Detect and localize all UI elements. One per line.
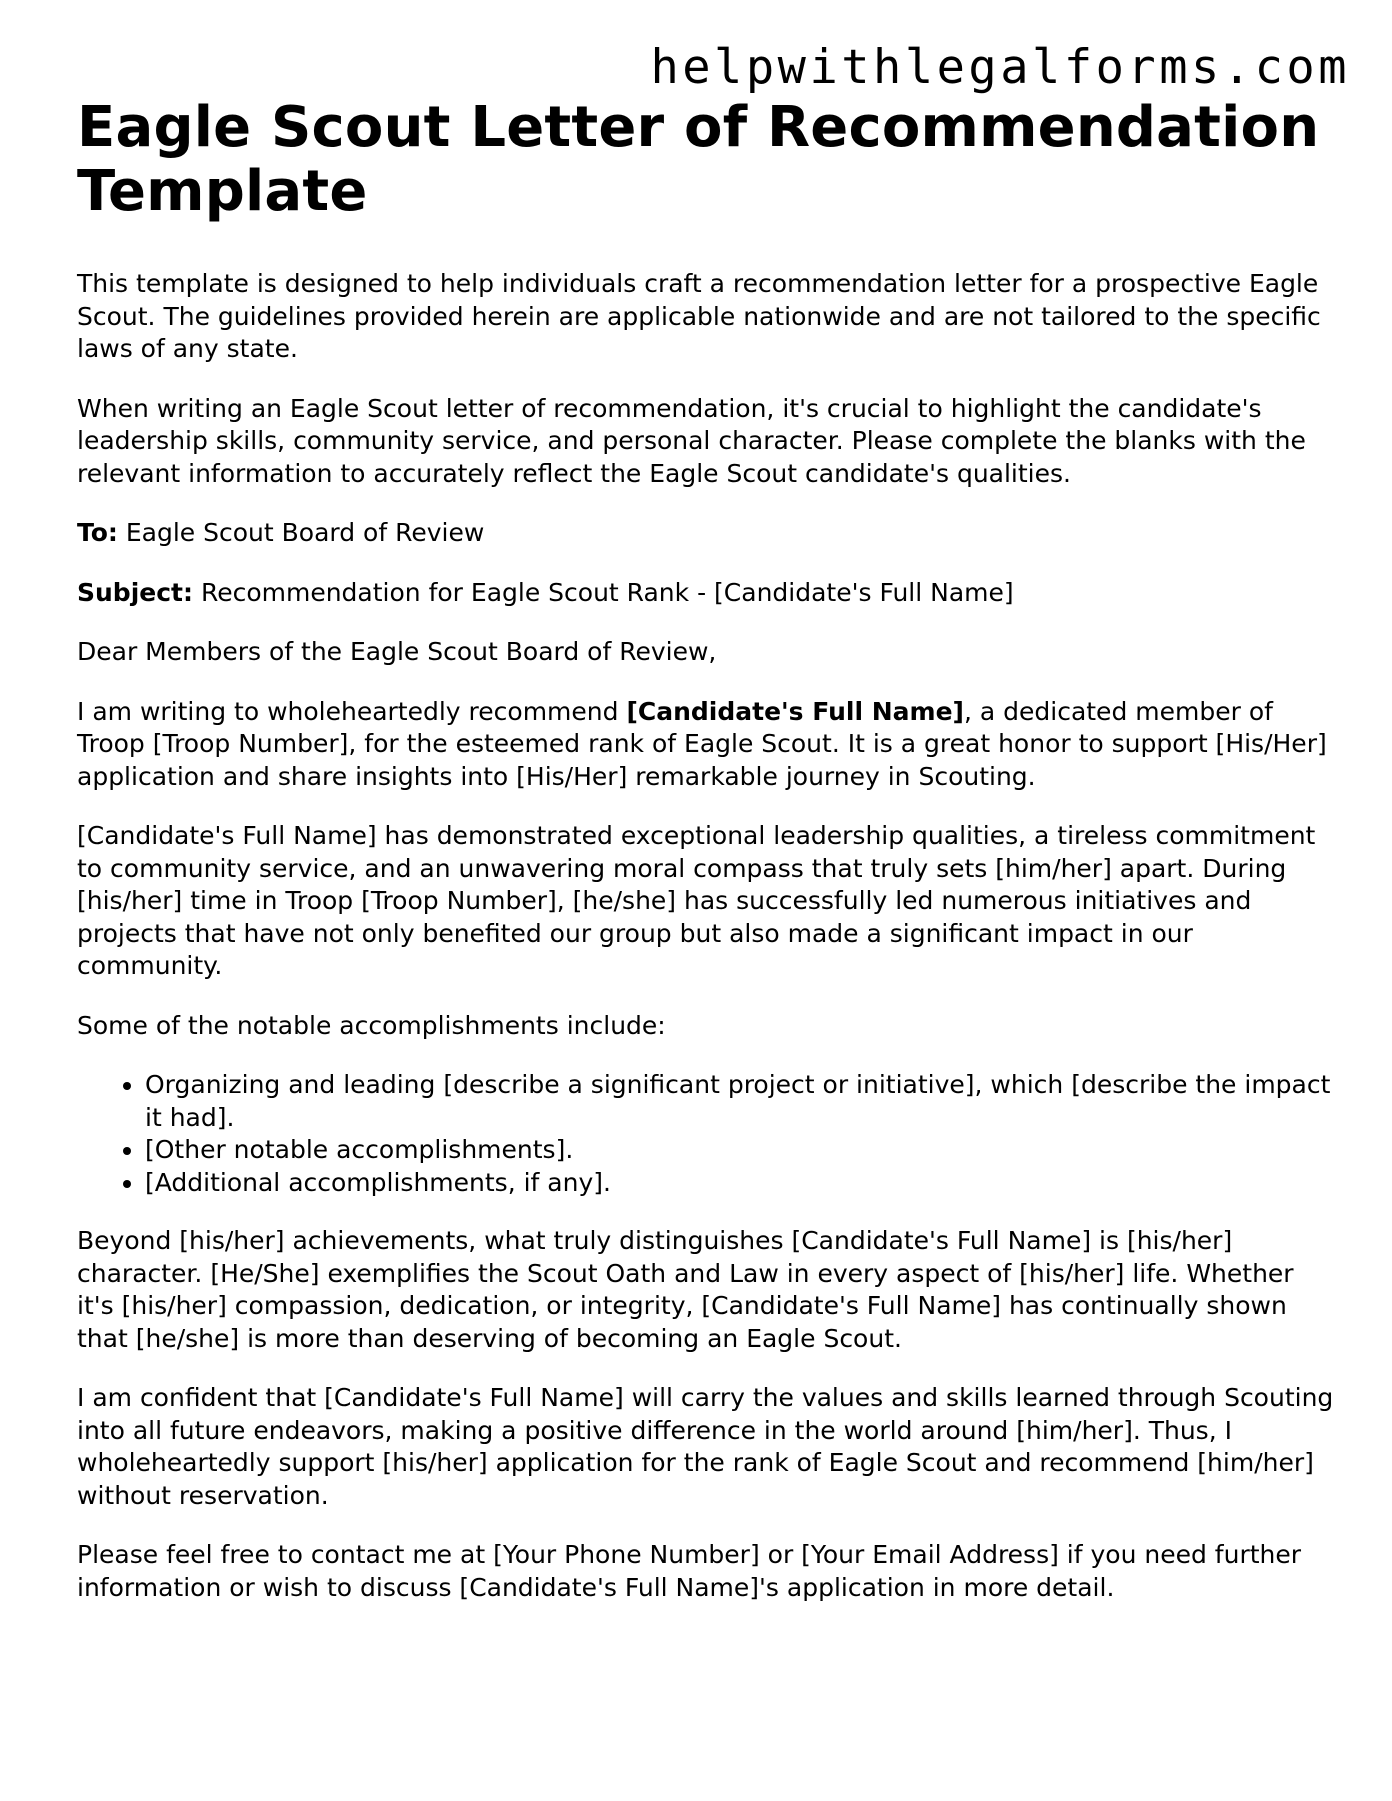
list-item: • [Other notable accomplishments]. bbox=[145, 1134, 1337, 1167]
body-paragraph-3: I am confident that [Candidate's Full Name] will carry the values and skills learned through Scouting into all future endeavors, making a positive difference in the world around [him/her]. Thus, I wholeheartedly support [his/her] application for the rank of Eagle Scout and recommend [him/her] without reservation. bbox=[77, 1383, 1334, 1510]
body-paragraph-1: [Candidate's Full Name] has demonstrated exceptional leadership qualities, a tireless commitment to community service, and an unwavering moral compass that truly sets [him/her] apart. During [his/her] time in Troop [Troop Number], [he/she] has successfully led numerous initiatives and projects that have not only benefited our group but also made a significant impact in our community. bbox=[77, 821, 1316, 980]
site-watermark: helpwithlegalforms.com bbox=[650, 40, 1350, 95]
to-value: Eagle Scout Board of Review bbox=[125, 518, 485, 547]
to-label: To: bbox=[77, 518, 118, 547]
closing-paragraph: Please feel free to contact me at [Your Phone Number] or [Your Email Address] if you need further information or wish to discuss [Candidate's Full Name]'s application in more detail. bbox=[77, 1540, 1302, 1602]
body-paragraph-2: Beyond [his/her] achievements, what truly distinguishes [Candidate's Full Name] is [his/her] character. [He/She] exemplifies the Scout Oath and Law in every aspect of [his/her] life. Whether it's [his/her] compassion, dedication, or integrity, [Candidate's Full Name] has continually shown that [he/she] is more than deserving of becoming an Eagle Scout. bbox=[77, 1226, 1294, 1353]
subject-line bbox=[77, 577, 1337, 610]
intro-paragraph-2: When writing an Eagle Scout letter of recommendation, it's crucial to highlight the candidate's leadership skills, community service, and personal character. Please complete the blanks with the relevant information to accurately reflect the Eagle Scout candidate's qualities. bbox=[77, 393, 1306, 488]
document-content bbox=[77, 96, 1337, 1631]
intro-paragraph-1: This template is designed to help individuals craft a recommendation letter for a prospective Eagle Scout. The guidelines provided herein are applicable nationwide and are not tailored to the specific laws of any state. bbox=[77, 269, 1321, 363]
opening-before: I am writing to wholeheartedly recommend bbox=[77, 696, 627, 726]
document-title: Eagle Scout Letter of Recommendation Template bbox=[77, 95, 1320, 224]
opening-paragraph bbox=[77, 696, 1337, 794]
opening-after: , a dedicated member of Troop [Troop Number], for the esteemed rank of Eagle Scout. It is a great honor to support [His/Her] application and share insights into [His/Her] remarkable journey in Scouting. bbox=[77, 696, 1327, 791]
opening-candidate-name: [Candidate's Full Name] bbox=[626, 696, 964, 726]
to-line bbox=[77, 517, 1337, 550]
accomplishments-list bbox=[77, 1069, 1337, 1199]
subject-label: Subject: bbox=[77, 577, 193, 607]
accomplishments-intro: Some of the notable accomplishments include: bbox=[77, 1010, 666, 1040]
salutation: Dear Members of the Eagle Scout Board of Review, bbox=[77, 637, 717, 666]
list-item: • [Additional accomplishments, if any]. bbox=[145, 1167, 1337, 1200]
list-item: • Organizing and leading [describe a significant project or initiative], which [describe the impact it had]. bbox=[145, 1069, 1337, 1134]
subject-value: Recommendation for Eagle Scout Rank - [Candidate's Full Name] bbox=[200, 577, 1014, 607]
